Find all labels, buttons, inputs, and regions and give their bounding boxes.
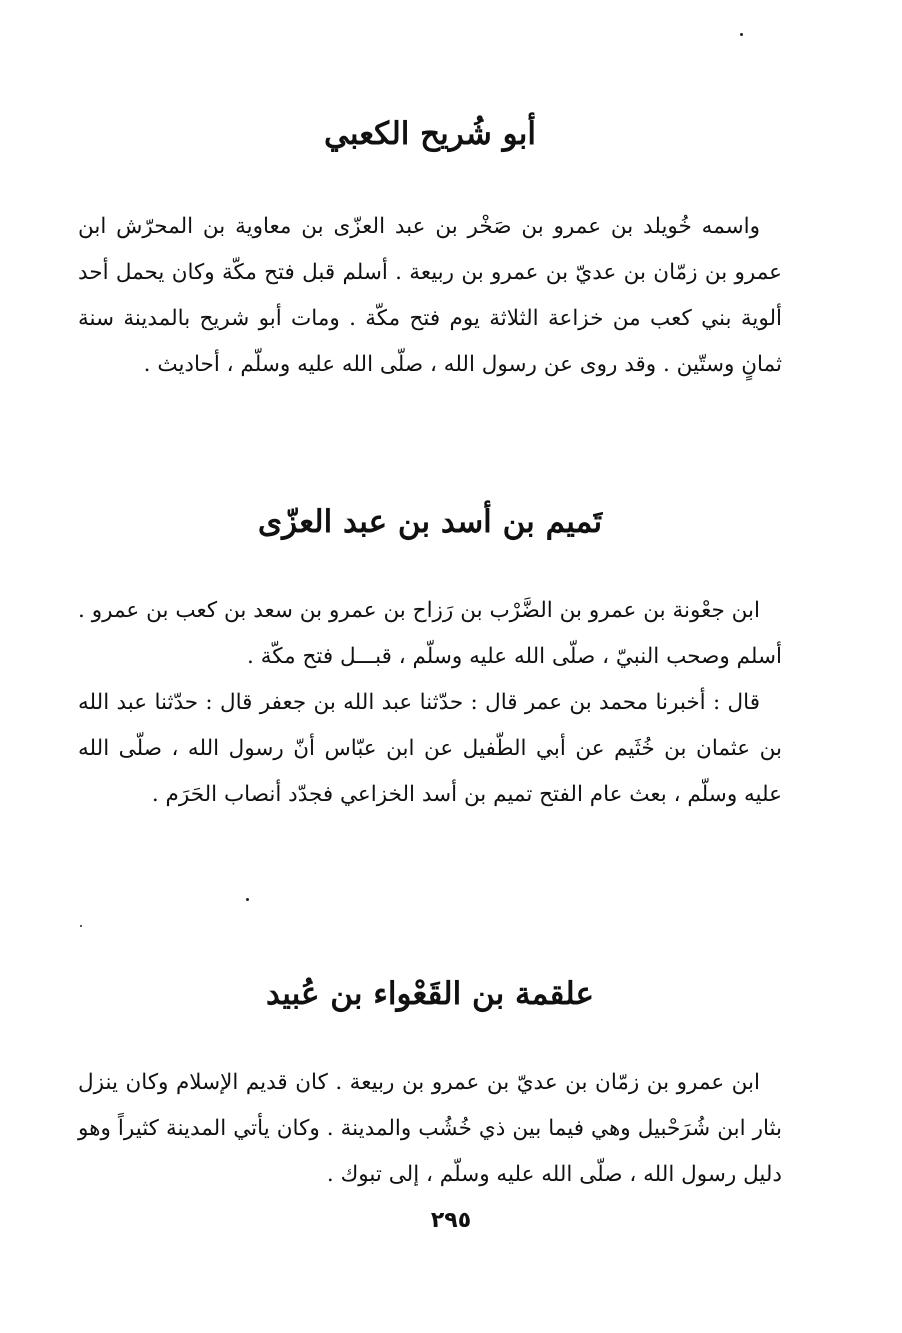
print-speck <box>246 898 249 901</box>
entry-paragraph: واسمه خُويلد بن عمرو بن صَخْر بن عبد العزّى بن معاوية بن المحرّش ابن عمرو بن زمّان بن عديّ بن عمرو بن ربيعة . أسلم قبل فتح مكّة وكان يحمل أحد ألوية بني كعب من خزاعة الثلاثة يوم فتح مكّة . ومات أبو شريح بالمدينة سنة ثمانٍ وستّين . وقد روى عن رسول الله ، صلّى الله عليه وسلّم ، أحاديث . <box>78 214 782 377</box>
entry-paragraph: ابن عمرو بن زمّان بن عديّ بن عمرو بن ربيعة . كان قديم الإسلام وكان ينزل بثار ابن شُرَحْبيل وهي فيما بين ذي خُشُب والمدينة . وكان يأتي المدينة كثيراً وهو دليل رسول الله ، صلّى الله عليه وسلّم ، إلى تبوك . <box>78 1070 782 1187</box>
entry-tamim <box>78 500 782 818</box>
entry-heading: علقمة بن القَعْواء بن عُبيد <box>266 976 594 1012</box>
print-speck <box>740 33 743 36</box>
entry-alqama <box>78 972 782 1198</box>
entry-heading: تَميم بن أسد بن عبد العزّى <box>257 504 603 540</box>
page-number: ٢٩٥ <box>430 1208 472 1233</box>
entry-paragraph: قال : أخبرنا محمد بن عمر قال : حدّثنا عبد الله بن جعفر قال : حدّثنا عبد الله بن عثمان بن خُثَيم عن أبي الطّفيل عن ابن عبّاس أنّ رسول الله ، صلّى الله عليه وسلّم ، بعث عام الفتح تميم بن أسد الخزاعي فجدّد أنصاب الحَرَم . <box>78 690 782 807</box>
entry-heading: أبو شُريح الكعبي <box>324 116 536 152</box>
entry-paragraph: ابن جعْونة بن عمرو بن الضَّرْب بن رَزاح بن عمرو بن سعد بن كعب بن عمرو . أسلم وصحب النبيّ ، صلّى الله عليه وسلّم ، قبـــل فتح مكّة . <box>78 598 782 669</box>
print-speck <box>80 925 82 927</box>
entry-abu-shurayh <box>78 112 782 388</box>
